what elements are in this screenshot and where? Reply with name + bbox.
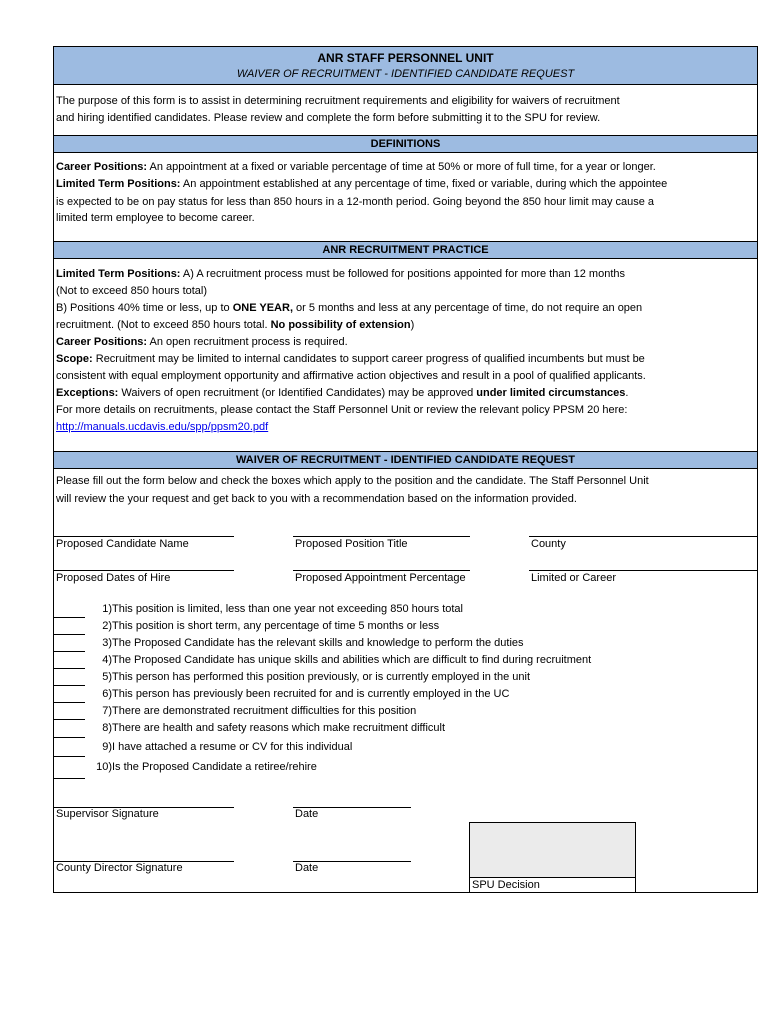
item-text: Is the Proposed Candidate a retiree/rehire: [112, 761, 317, 773]
checklist-row: [54, 688, 654, 705]
form-subtitle: WAIVER OF RECRUITMENT - IDENTIFIED CANDIDATE REQUEST: [236, 68, 575, 80]
checkbox-line[interactable]: [54, 637, 85, 652]
practice-heading: ANR RECRUITMENT PRACTICE: [322, 244, 489, 256]
practice-scope-label: Scope:: [56, 353, 93, 365]
position-title-line[interactable]: [293, 536, 470, 537]
item-text: This position is limited, less than one year not exceeding 850 hours total: [112, 603, 463, 615]
practice-exceptions-end: .: [625, 387, 629, 399]
practice-exceptions-label: Exceptions:: [56, 387, 119, 399]
intro-line-1: The purpose of this form is to assist in determining recruitment requirements and eligibility for waivers of recruitment: [56, 95, 620, 107]
def-limited: [56, 177, 667, 191]
checkbox-line[interactable]: [54, 705, 85, 720]
definitions-header: [54, 135, 757, 153]
candidate-name-label: Proposed Candidate Name: [56, 538, 189, 550]
practice-lt-b-bold: ONE YEAR,: [232, 302, 293, 314]
item-text: There are demonstrated recruitment difficulties for this position: [112, 705, 417, 717]
checklist-row: [54, 671, 654, 688]
item-number: 8): [102, 722, 112, 734]
practice-scope-text-2: consistent with equal employment opportunity and affirmative action objectives and result in a pool of qualified applicants.: [56, 370, 646, 382]
limited-or-career-line[interactable]: [529, 570, 757, 571]
practice-exceptions-text: Waivers of open recruitment (or Identified Candidates) may be approved: [118, 387, 477, 399]
request-instructions-1: Please fill out the form below and check the boxes which apply to the position and the candidate. The Staff Personnel Unit: [56, 475, 649, 487]
practice-header: [54, 241, 757, 259]
practice-exceptions-bold: under limited circumstances: [476, 387, 626, 399]
item-number: 9): [102, 741, 112, 753]
checkbox-line[interactable]: [54, 671, 85, 686]
practice-scope-text-1: Recruitment may be limited to internal candidates to support career progress of qualified incumbents but must be: [92, 353, 645, 365]
policy-link[interactable]: http://manuals.ucdavis.edu/spp/ppsm20.pdf: [56, 421, 269, 433]
policy-link-wrap: [56, 420, 268, 434]
appointment-pct-label: Proposed Appointment Percentage: [295, 572, 466, 584]
checklist-row: [54, 741, 654, 759]
practice-lt-b1: B) Positions 40% time or less, up to: [56, 302, 233, 314]
spu-decision-label: SPU Decision: [469, 878, 636, 892]
practice-lt-b3-bold: No possibility of extension: [270, 319, 411, 331]
item-text: I have attached a resume or CV for this individual: [112, 741, 353, 753]
item-text: There are health and safety reasons which make recruitment difficult: [112, 722, 446, 734]
checkbox-line[interactable]: [54, 741, 85, 757]
practice-lt-b: [56, 301, 642, 315]
checkbox-line[interactable]: [54, 603, 85, 618]
item-number: 7): [102, 705, 112, 717]
practice-lt-b3: recruitment. (Not to exceed 850 hours total.: [56, 319, 271, 331]
def-limited-text-1: An appointment established at any percentage of time, fixed or variable, during which the appointee: [180, 178, 668, 190]
checkbox-line[interactable]: [54, 722, 85, 738]
practice-career-text: An open recruitment process is required.: [147, 336, 348, 348]
checklist-row: [54, 654, 654, 671]
checklist-row: [54, 637, 654, 654]
item-number: 1): [102, 603, 112, 615]
checkbox-line[interactable]: [54, 761, 85, 779]
request-heading: WAIVER OF RECRUITMENT - IDENTIFIED CANDIDATE REQUEST: [236, 454, 575, 466]
county-line[interactable]: [529, 536, 757, 537]
item-number: 6): [102, 688, 112, 700]
item-number: 5): [102, 671, 112, 683]
practice-lt-label: Limited Term Positions:: [56, 268, 181, 280]
checklist-row: [54, 705, 654, 722]
practice-lt-b3-line: [56, 318, 414, 332]
item-number: 4): [102, 654, 112, 666]
request-instructions-2: will review the your request and get back to you with a recommendation based on the information provided.: [56, 493, 577, 505]
item-text: This person has performed this position previously, or is currently employed in the unit: [112, 671, 530, 683]
request-header: [54, 451, 757, 469]
practice-lt-a2: (Not to exceed 850 hours total): [56, 285, 208, 297]
def-limited-text-3: limited term employee to become career.: [56, 212, 255, 224]
checklist-row: [54, 722, 654, 740]
checklist-row: [54, 620, 654, 637]
item-number: 10): [96, 761, 112, 773]
item-text: This person has previously been recruited for and is currently employed in the UC: [112, 688, 510, 700]
item-text: The Proposed Candidate has the relevant skills and knowledge to perform the duties: [112, 637, 524, 649]
def-limited-text-2: is expected to be on pay status for less than 850 hours in a 12-month period. Going beyond the 850 hour limit may cause a: [56, 196, 655, 208]
spu-decision-box[interactable]: [469, 822, 636, 878]
dates-of-hire-line[interactable]: [54, 570, 234, 571]
intro-line-2: and hiring identified candidates. Please review and complete the form before submitting it to the SPU for review.: [56, 112, 601, 124]
item-text: This position is short term, any percentage of time 5 months or less: [112, 620, 440, 632]
practice-career-label: Career Positions:: [56, 336, 148, 348]
practice-scope: [56, 352, 645, 366]
practice-exceptions: [56, 386, 628, 400]
date-label-2: Date: [295, 862, 319, 874]
def-career-text: An appointment at a fixed or variable percentage of time at 50% or more of full time, for a year or longer.: [147, 161, 656, 173]
practice-lt-b3-end: ): [410, 319, 415, 331]
candidate-name-line[interactable]: [54, 536, 234, 537]
practice-lt-text-a: A) A recruitment process must be followed for positions appointed for more than 12 months: [180, 268, 625, 280]
def-career: [56, 160, 656, 174]
def-career-label: Career Positions:: [56, 161, 148, 173]
appointment-pct-line[interactable]: [293, 570, 470, 571]
item-text: The Proposed Candidate has unique skills and abilities which are difficult to find during recruitment: [112, 654, 592, 666]
practice-more-details: For more details on recruitments, please contact the Staff Personnel Unit or review the relevant policy PPSM 20 here:: [56, 404, 628, 416]
checkbox-line[interactable]: [54, 688, 85, 703]
supervisor-signature-label: Supervisor Signature: [56, 808, 159, 820]
practice-lt-b2: or 5 months and less at any percentage of time, do not require an open: [293, 302, 643, 314]
county-label: County: [531, 538, 566, 550]
checklist-row: [54, 761, 654, 781]
definitions-heading: DEFINITIONS: [370, 138, 441, 150]
checkbox-line[interactable]: [54, 654, 85, 669]
dates-of-hire-label: Proposed Dates of Hire: [56, 572, 171, 584]
checkbox-line[interactable]: [54, 620, 85, 635]
form-title: ANR STAFF PERSONNEL UNIT: [317, 51, 494, 65]
checklist-row: [54, 603, 654, 620]
form-title-header: [54, 47, 757, 85]
item-number: 3): [102, 637, 112, 649]
practice-career: [56, 335, 348, 349]
county-director-signature-label: County Director Signature: [56, 862, 183, 874]
practice-lt-a: [56, 267, 625, 281]
limited-or-career-label: Limited or Career: [531, 572, 616, 584]
date-label-1: Date: [295, 808, 319, 820]
position-title-label: Proposed Position Title: [295, 538, 408, 550]
def-limited-label: Limited Term Positions:: [56, 178, 181, 190]
checklist: [54, 603, 757, 783]
waiver-form: [53, 46, 758, 893]
item-number: 2): [102, 620, 112, 632]
